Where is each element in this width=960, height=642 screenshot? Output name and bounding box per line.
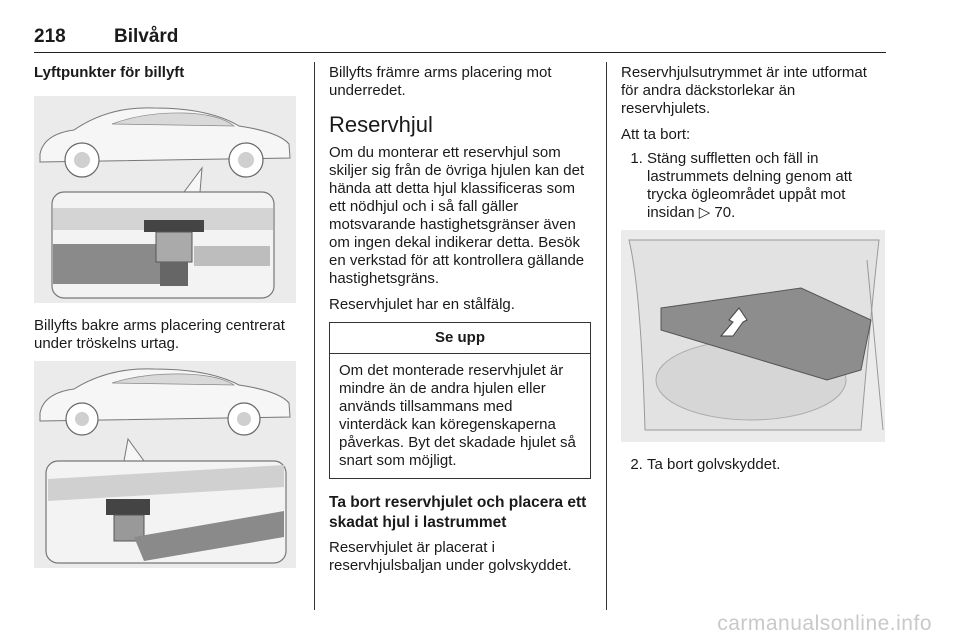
rear-lift-caption: Billyfts bakre arms placering centrerat under tröskelns urtag. — [34, 317, 285, 352]
spare-wheel-intro: Om du monterar ett reservhjul som skiljer sig från de övriga hjulen kan det hända att detta hjul klassificeras som ett nödhjul och i så fall gäller motsvarande hastighetsgränser även om ingen dekal indikerar detta. Besök en verkstad för att kontrollera gällande hastighetsgräns. — [329, 144, 585, 287]
removal-steps-continued — [621, 456, 887, 474]
removal-steps — [621, 150, 887, 222]
illustration-rear-lift-point — [34, 361, 296, 568]
column-right — [621, 64, 887, 482]
car-lift-rear-image — [34, 361, 296, 568]
watermark: carmanualsonline.info — [717, 612, 932, 635]
step-2: 2. Ta bort golvskyddet. — [647, 456, 887, 474]
illustration-trunk-floor — [621, 230, 885, 442]
car-lift-front-image — [34, 96, 296, 303]
column-middle — [329, 64, 591, 583]
page-header — [34, 26, 886, 53]
trunk-floor-cover-image — [621, 230, 885, 442]
page-number: 218 — [34, 26, 66, 47]
caution-box — [329, 322, 591, 479]
step-1: 1. Stäng suffletten och fäll in lastrummets delning genom att trycka ögleområdet uppåt mot insidan ▷ 70. — [647, 150, 887, 222]
column-divider — [314, 62, 315, 610]
subsection-text: Reservhjulet är placerat i reservhjulsbaljan under golvskyddet. — [329, 539, 572, 574]
column-divider — [606, 62, 607, 610]
section-heading: Lyftpunkter för billyft — [34, 64, 185, 81]
illustration-front-lift-point — [34, 96, 296, 303]
spare-well-note: Reservhjulsutrymmet är inte utformat för andra däckstorlekar än reservhjulets. — [621, 64, 867, 117]
caution-text: Om det monterade reservhjulet är mindre än de andra hjulen eller används tillsammans med vinterdäck kan köregenskaperna påverkas. Byt det skadade hjulet så snart som möjligt. — [339, 362, 576, 469]
caution-title: Se upp — [330, 323, 590, 354]
subsection-heading: Ta bort reservhjulet och placera ett skadat hjul i lastrummet — [329, 494, 587, 531]
front-lift-caption: Billyfts främre arms placering mot underredet. — [329, 64, 552, 99]
section-title-spare-wheel: Reservhjul — [329, 112, 433, 137]
removal-label: Att ta bort: — [621, 126, 691, 143]
column-left — [34, 64, 296, 568]
spare-wheel-rim-note: Reservhjulet har en stålfälg. — [329, 296, 515, 313]
chapter-title: Bilvård — [114, 26, 179, 47]
